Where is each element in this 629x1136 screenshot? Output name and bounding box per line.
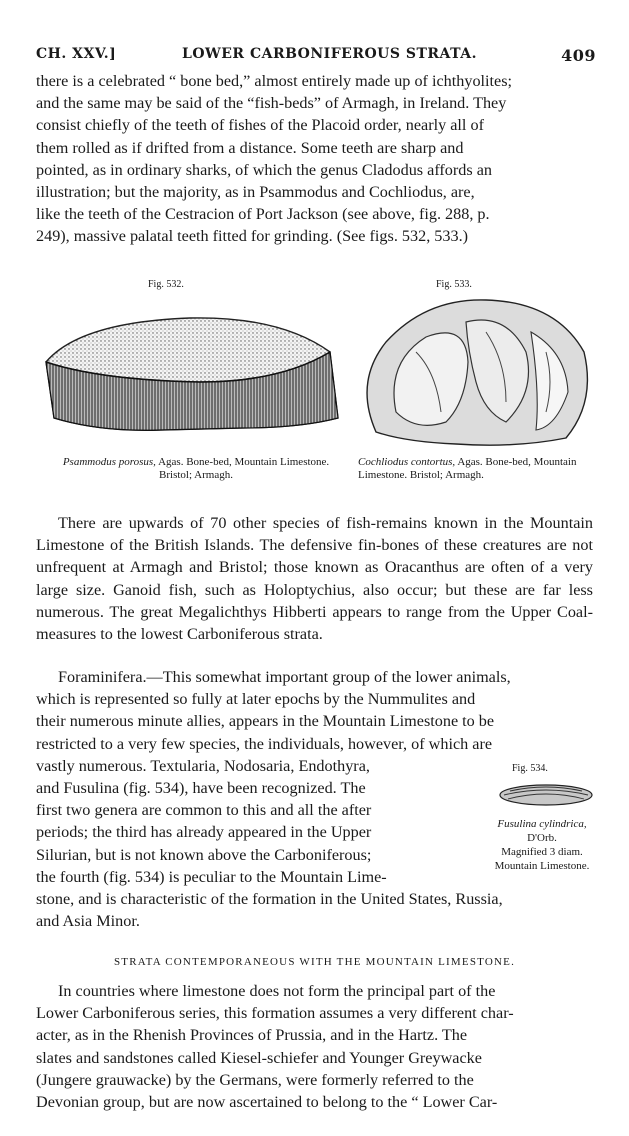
fig-533-caption-text: Agas. Bone-bed, Mountain Limestone. Bristol; Armagh. (358, 456, 577, 481)
fig-532-caption (46, 456, 346, 482)
paragraph-2: There are upwards of 70 other species of fish-remains known in the Mountain Limestone of the British Islands. The defensive fin-bones of these creatures are not unfrequent at Armagh and Bristol; those known as Oracanthus are often of a very large size. Ganoid fish, such as Holoptychius, also occur; but these are far less numerous. The great Megalichthys Hibberti appears to range from the Upper Coal-measures to the lowest Carboniferous strata. (36, 514, 593, 644)
line: there is a celebrated “ bone bed,” almost entirely made up of ichthyolites; (36, 72, 513, 90)
page-number: 409 (561, 46, 596, 65)
line: 249), massive palatal teeth fitted for grinding. (See figs. 532, 533.) (36, 227, 469, 246)
line: which is represented so fully at later epochs by the Nummulites and (36, 690, 476, 709)
running-title: LOWER CARBONIFEROUS STRATA. (182, 46, 477, 62)
section-heading: STRATA CONTEMPORANEOUS WITH THE MOUNTAIN LIMESTONE. (113, 956, 516, 968)
line: vastly numerous. Textularia, Nodosaria, Endothyra, (36, 756, 370, 775)
fig-534-caption (462, 817, 622, 873)
line: acter, as in the Rhenish Provinces of Prussia, and in the Hartz. The (36, 1026, 468, 1045)
line: and Fusulina (fig. 534), have been recognized. The (36, 779, 366, 798)
chapter-label: CH. XXV.] (36, 46, 117, 62)
line: like the teeth of the Cestracion of Port Jackson (see above, fig. 288, p. (36, 205, 490, 224)
paragraph-1 (36, 70, 593, 248)
line: them rolled as if drifted from a distance. Some teeth are sharp and (36, 138, 464, 157)
fig-534-magnification: Magnified 3 diam. (501, 846, 583, 858)
fig-534-illustration (498, 781, 594, 809)
line: the fourth (fig. 534) is peculiar to the Mountain Lime- (36, 867, 387, 886)
line: Foraminifera.—This somewhat important group of the lower animals, (58, 668, 511, 686)
fig-534-label: Fig. 534. (512, 763, 548, 774)
fig-533-caption (358, 456, 598, 482)
paragraph-4 (36, 980, 593, 1113)
line: and Asia Minor. (36, 912, 140, 931)
fig-532-caption-text: Agas. Bone-bed, Mountain Limestone. Bristol; Armagh. (155, 456, 330, 481)
line: pointed, as in ordinary sharks, of which the genus Cladodus affords an (36, 160, 493, 179)
line: In countries where limestone does not form the principal part of the (58, 982, 496, 1000)
line: slates and sandstones called Kiesel-schiefer and Younger Greywacke (36, 1048, 482, 1067)
fig-533-species: Cochliodus contortus, (358, 456, 456, 468)
line: (Jungere grauwacke) by the Germans, were formerly referred to the (36, 1070, 474, 1089)
line: illustration; but the majority, as in Psammodus and Cochliodus, are, (36, 183, 475, 202)
fig-532-species: Psammodus porosus, (62, 456, 156, 468)
fig-534-locality: Mountain Limestone. (494, 860, 590, 872)
fig-532-label: Fig. 532. (148, 279, 184, 290)
line: their numerous minute allies, appears in the Mountain Limestone to be (36, 712, 495, 731)
line: Silurian, but is not known above the Carboniferous; (36, 845, 372, 864)
line: Lower Carboniferous series, this formation assumes a very different char- (36, 1004, 514, 1023)
line: first two genera are common to this and all the after (36, 801, 372, 820)
line: restricted to a very few species, the individuals, however, of which are (36, 734, 493, 753)
line: and the same may be said of the “fish-beds” of Armagh, in Ireland. They (36, 94, 507, 113)
fig-533-label: Fig. 533. (436, 279, 472, 290)
line: periods; the third has already appeared in the Upper (36, 823, 372, 842)
fig-532-illustration (40, 300, 350, 450)
line: stone, and is characteristic of the formation in the United States, Russia, (36, 890, 503, 909)
line: Devonian group, but are now ascertained to belong to the “ Lower Car- (36, 1093, 498, 1112)
line: consist chiefly of the teeth of fishes of the Placoid order, nearly all of (36, 116, 484, 135)
running-header (36, 46, 596, 66)
fig-534-author: D'Orb. (527, 832, 557, 844)
fig-534-species: Fusulina cylindrica, (497, 818, 587, 830)
fig-533-illustration (356, 292, 596, 452)
